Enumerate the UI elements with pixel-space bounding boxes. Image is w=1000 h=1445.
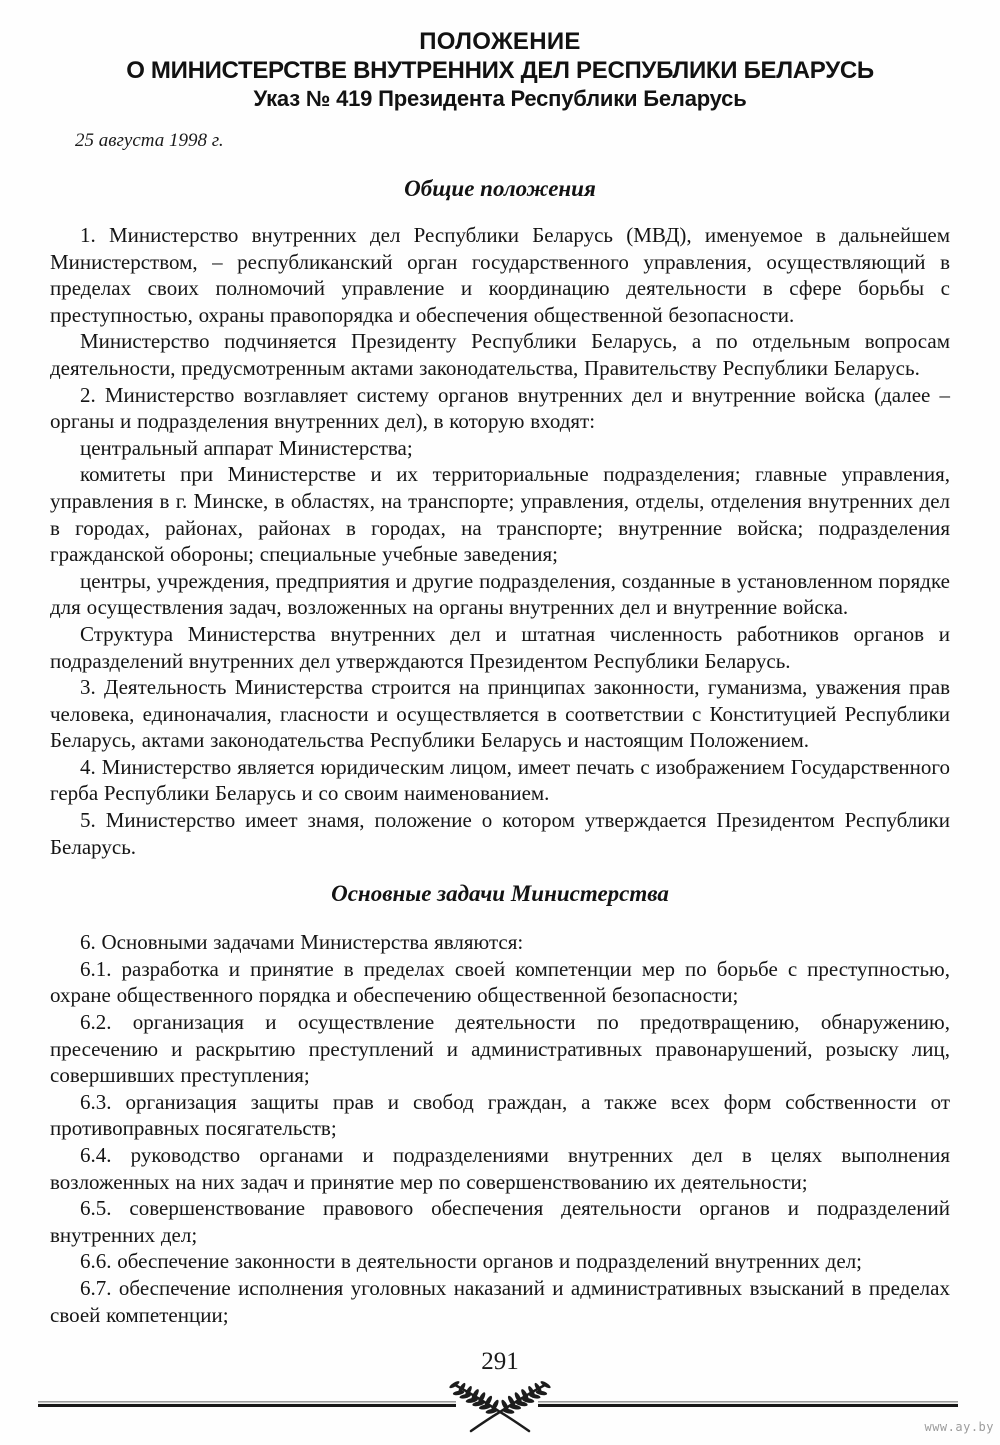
- paragraph: 4. Министерство является юридическим лицом, имеет печать с изображением Государственного герба Республики Беларусь и со своим наименованием.: [50, 754, 950, 806]
- title-line-3: Указ № 419 Президента Республики Беларусь: [253, 86, 747, 111]
- paragraph: Структура Министерства внутренних дел и штатная численность работников органов и подразделений внутренних дел утверждаются Президентом Республики Беларусь.: [50, 621, 950, 673]
- section-heading-main-tasks: Основные задачи Министерства: [331, 881, 669, 907]
- paragraph: 6.5. совершенствование правового обеспечения деятельности органов и подразделений внутренних дел;: [50, 1196, 950, 1247]
- footer-rule-left: [38, 1401, 456, 1407]
- paragraph: 2. Министерство возглавляет систему органов внутренних дел и внутренние войска (далее – органы и подразделения внутренних дел), в которую входят:: [50, 382, 950, 434]
- footer-rule-right: [538, 1401, 958, 1407]
- page-number: 291: [481, 1348, 519, 1375]
- paragraph: 6.4. руководство органами и подразделениями внутренних дел в целях выполнения возложенных на них задач и принятие мер по совершенствованию их деятельности;: [50, 1143, 950, 1194]
- paragraph: 6.3. организация защиты прав и свобод граждан, а также всех форм собственности от противоправных посягательств;: [50, 1089, 950, 1141]
- title-line-2: О МИНИСТЕРСТВЕ ВНУТРЕННИХ ДЕЛ РЕСПУБЛИКИ БЕЛАРУСЬ: [126, 57, 874, 84]
- paragraph: 6.2. организация и осуществление деятельности по предотвращению, обнаружению, пресечению и раскрытию преступлений и административных правонарушений, розыску лиц, совершивших преступления;: [50, 1010, 950, 1088]
- paragraph: 3. Деятельность Министерства строится на принципах законности, гуманизма, уважения прав человека, единоначалия, гласности и осуществляется в соответствии с Конституцией Республики Беларусь, актами законодательства Республики Беларусь и настоящим Положением.: [50, 675, 950, 753]
- paragraph: 6.1. разработка и принятие в пределах своей компетенции мер по борьбе с преступностью, охране общественного порядка и обеспечению общественной безопасности;: [50, 956, 950, 1008]
- document-title: [0, 0, 1000, 113]
- document-date: 25 августа 1998 г.: [75, 130, 224, 151]
- paragraph: комитеты при Министерстве и их территориальные подразделения; главные управления, управления в г. Минске, в областях, на транспорте; управления, отделы, отделения внутренних дел в городах, районах, районах в городах, на транспорте; внутренние войска; подразделения гражданской обороны; специальные учебные заведения;: [50, 462, 950, 567]
- crossed-laurel-branches-icon: [442, 1378, 558, 1436]
- paragraph: центры, учреждения, предприятия и другие подразделения, созданные в установленном порядке для осуществления задач, возложенных на органы внутренних дел и внутренние войска.: [50, 568, 950, 620]
- title-line-1: ПОЛОЖЕНИЕ: [419, 28, 581, 55]
- paragraph: 1. Министерство внутренних дел Республики Беларусь (МВД), именуемое в дальнейшем Министерством, – республиканский орган государственного управления, осуществляющий в пределах своих полномочий управление и координацию деятельности в сфере борьбы с преступностью, охраны правопорядка и обеспечения общественной безопасности.: [50, 223, 950, 327]
- paragraph: 5. Министерство имеет знамя, положение о котором утверждается Президентом Республики Беларусь.: [50, 808, 950, 859]
- section-heading-general-provisions: Общие положения: [404, 176, 596, 201]
- paragraph: 6. Основными задачами Министерства являются:: [80, 930, 524, 955]
- paragraph: 6.6. обеспечение законности в деятельности органов и подразделений внутренних дел;: [80, 1249, 863, 1274]
- paragraph: Министерство подчиняется Президенту Республики Беларусь, а по отдельным вопросам деятельности, предусмотренным актами законодательства, Правительству Республики Беларусь.: [50, 329, 950, 380]
- paragraph: центральный аппарат Министерства;: [80, 435, 413, 460]
- watermark: www.ay.by: [924, 1420, 994, 1434]
- paragraph: 6.7. обеспечение исполнения уголовных наказаний и административных взысканий в пределах своей компетенции;: [50, 1275, 950, 1327]
- section-main-tasks: [0, 929, 1000, 1328]
- section-general-provisions: [0, 222, 1000, 860]
